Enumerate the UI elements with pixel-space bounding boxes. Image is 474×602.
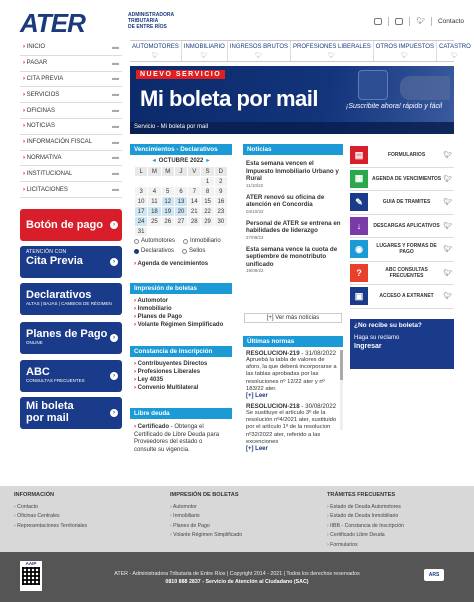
norma-text: Se sustituye el artículo 3º de la resolución nº4/2021 ater, sustituido por el artículo 1º de la resolucion nº32/2022 ater, referido a las excenciones [246, 410, 337, 445]
twitter-icon: 🐦︎ [151, 53, 160, 59]
calendar-day[interactable]: 28 [188, 217, 200, 226]
constancia-label: Ley 4035 [137, 377, 164, 383]
news-list [246, 160, 342, 279]
banner-cita-previa[interactable] [20, 246, 122, 278]
norma-heading [246, 350, 338, 357]
quick-link-item[interactable] [350, 262, 454, 286]
next-month-arrow[interactable]: ▸ [206, 158, 210, 164]
norma-title: RESOLUCION-219 [246, 350, 300, 357]
norma-title: RESOLUCION-218 [246, 403, 300, 411]
phone-illustration [358, 70, 388, 100]
qr-label: AAIP [25, 561, 37, 566]
menu-item-servicios[interactable] [20, 87, 122, 103]
banner-boton-de-pago[interactable] [20, 209, 122, 241]
divider [409, 17, 410, 26]
normas-scrollbar[interactable] [340, 350, 343, 430]
norma-item [246, 350, 338, 399]
banner-title: Planes de Pago [26, 328, 108, 340]
calendar-day[interactable]: 11 [148, 197, 160, 206]
hero-cta: ¡Suscribite ahora! rápido y fácil [346, 103, 443, 110]
twitter-icon: 🐦︎ [443, 293, 452, 301]
option-label: Declarativos [141, 248, 175, 254]
nav-label: INMOBILIARIO [183, 44, 225, 50]
weekday-header: D [215, 167, 227, 176]
norma-date: - 30/08/2022 [299, 403, 337, 411]
twitter-icon: 🐦︎ [443, 269, 452, 277]
option-declarativos[interactable] [134, 246, 174, 256]
calendar-day[interactable]: 12 [162, 197, 174, 206]
calendar-day[interactable]: 21 [188, 207, 200, 216]
calendar-day[interactable]: 2 [215, 177, 227, 186]
constancia-link[interactable] [134, 376, 232, 384]
main-nav [130, 40, 471, 62]
twitter-icon: 🐦︎ [255, 53, 263, 59]
sac-phone: 0810 888 2837 - Servicio de Atención al Ciudadano (SAC) [165, 578, 309, 585]
menu-item-licitaciones[interactable] [20, 182, 122, 198]
calendar-empty-cell [188, 227, 200, 236]
arrow-right-icon: › [110, 221, 118, 229]
quick-link-label: FORMULARIOS [387, 152, 426, 159]
calendar-day[interactable]: 19 [162, 207, 174, 216]
nav-label: PROFESIONES LIBERALES [293, 44, 371, 50]
menu-item-pagar[interactable] [20, 56, 122, 72]
footer [0, 486, 474, 552]
folder-icon: ▬ [112, 186, 119, 194]
quick-link-item[interactable] [350, 168, 454, 192]
scrollbar-thumb[interactable] [340, 350, 343, 380]
ater-logo[interactable] [20, 10, 120, 36]
news-item[interactable] [246, 160, 342, 188]
norma-date: - 31/08/2022 [299, 350, 337, 357]
boleta-link[interactable] [134, 313, 232, 321]
footer-col-title: INFORMACIÓN [14, 492, 55, 498]
banner-subtitle: CONSULTAS FRECUENTES [26, 378, 85, 383]
banner-title: por mail [26, 412, 69, 424]
menu-item-cita-previa[interactable] [20, 72, 122, 88]
quick-link-item[interactable] [350, 215, 454, 239]
footer-link[interactable]: › Estado de Deuda Inmobiliario [327, 513, 404, 522]
norma-heading [246, 403, 338, 410]
copyright [90, 571, 384, 586]
logo-wordmark: ATER [20, 8, 85, 38]
calendar-day[interactable]: 25 [148, 217, 160, 226]
news-date: 11/10/22 [246, 182, 264, 188]
boletas-list [134, 297, 232, 329]
nav-inmobiliario[interactable] [182, 41, 228, 61]
menu-label: › NORMATIVA [23, 155, 61, 161]
quick-link-label: AGENDA DE VENCIMIENTOS [371, 175, 442, 182]
option-label: Inmobiliario [190, 238, 221, 244]
option-inmobiliario[interactable] [183, 236, 221, 246]
calendar-empty-cell [162, 227, 174, 236]
constancia-label: Convenio Multilateral [137, 385, 199, 391]
quick-link-label: LUGARES Y FORMAS DE PAGO [376, 243, 437, 256]
nav-catastro[interactable] [437, 41, 473, 61]
radio-button[interactable] [182, 249, 187, 254]
mail-claim-question: ¿No recibe su boleta? [354, 322, 422, 329]
calendar-day[interactable]: 26 [162, 217, 174, 226]
logo-subtitle [128, 12, 188, 30]
arrow-right-icon: › [110, 409, 118, 417]
menu-label: › CITA PREVIA [23, 76, 63, 82]
calendar-day[interactable]: 10 [135, 197, 147, 206]
constancia-label: Contribuyentes Directos [137, 361, 208, 367]
calendar [130, 157, 232, 237]
calendar-month: OCTUBRE 2022 [158, 158, 204, 164]
boleta-label: Volante Régimen Simplificado [137, 322, 224, 328]
news-title: Esta semana vence la cuota de septiembre de monotributo unificado [246, 245, 338, 268]
calendar-day[interactable]: 23 [215, 207, 227, 216]
footer-col-boletas [170, 492, 242, 542]
logo-subtitle-line: TRIBUTARIA [128, 18, 159, 24]
calendar-day[interactable]: 6 [175, 187, 187, 196]
weekday-header: M [162, 167, 174, 176]
weekday-header: M [148, 167, 160, 176]
folder-icon: ▬ [112, 170, 119, 178]
calendar-day[interactable]: 1 [201, 177, 213, 186]
calendar-day[interactable]: 13 [175, 197, 187, 206]
calendar-header: Vencimientos - Declarativos [130, 144, 232, 155]
calendar-empty-cell [162, 177, 174, 186]
menu-label: › OFICINAS [23, 108, 55, 114]
ars-badge[interactable]: ARS [424, 569, 444, 581]
youtube-icon[interactable] [374, 18, 382, 25]
banner-planes-de-pago[interactable] [20, 322, 122, 354]
calendar-empty-cell [148, 227, 160, 236]
calendar-grid [134, 166, 228, 237]
quick-link-label: DESCARGAS APLICATIVOS [373, 222, 440, 229]
quick-link-item[interactable] [350, 191, 454, 215]
weekday-header: V [188, 167, 200, 176]
constancia-label: Profesiones Liberales [137, 369, 201, 375]
option-label: Sellos [189, 248, 206, 254]
footer-col-title: IMPRESIÓN DE BOLETAS [170, 492, 239, 498]
arrow-right-icon: › [110, 372, 118, 380]
normas-list [246, 350, 338, 452]
nav-label: OTROS IMPUESTOS [375, 44, 434, 50]
calendar-day[interactable]: 4 [148, 187, 160, 196]
mail-claim-box[interactable] [350, 319, 454, 369]
calendar-day[interactable]: 18 [148, 207, 160, 216]
norma-read-link[interactable]: [+] Leer [246, 393, 268, 400]
twitter-icon: 🐦︎ [443, 199, 452, 207]
twitter-icon: 🐦︎ [443, 152, 452, 160]
footer-col-informacion [14, 492, 87, 532]
quick-link-item[interactable] [350, 238, 454, 262]
calendar-day[interactable]: 15 [201, 197, 213, 206]
news-date: 27/09/22 [246, 234, 264, 240]
calendar-day[interactable]: 3 [135, 187, 147, 196]
top-social-bar [374, 16, 464, 26]
folder-icon: ▬ [112, 43, 119, 51]
calendar-day[interactable]: 31 [135, 227, 147, 236]
folder-icon: ▬ [112, 75, 119, 83]
boleta-link[interactable] [134, 297, 232, 305]
calendar-day[interactable]: 29 [201, 217, 213, 226]
banner-declarativos[interactable] [20, 283, 122, 315]
news-date: 04/10/22 [246, 208, 264, 214]
radio-button[interactable] [134, 239, 139, 244]
calendar-empty-cell [215, 227, 227, 236]
menu-label: › PAGAR [23, 60, 47, 66]
footer-link[interactable]: › IIBB - Constancia de Inscripción [327, 523, 404, 532]
aaip-qr-badge[interactable] [20, 561, 42, 591]
news-item[interactable] [246, 220, 342, 240]
logo-subtitle-line: DE ENTRE RÍOS [128, 24, 167, 30]
constancia-link[interactable] [134, 384, 232, 392]
divider [431, 17, 432, 26]
normas-header: Últimas normas [243, 336, 343, 347]
calendar-empty-cell [188, 177, 200, 186]
calendar-empty-cell [175, 227, 187, 236]
more-news-button[interactable]: [+] Ver más noticias [244, 313, 342, 323]
news-title: Esta semana vencen el Impuesto Inmobiliario Urbano y Rural [246, 160, 339, 182]
menu-label: › INFORMACIÓN FISCAL [23, 139, 92, 145]
copyright-text: ATER - Administradora Tributaria de Entre Ríos | Copyright 2014 - 2021 | Todos los derechos reservados [114, 571, 360, 577]
boleta-link[interactable] [134, 321, 232, 329]
quick-links [350, 144, 454, 309]
mail-claim-enter-button[interactable]: Ingresar [354, 343, 382, 350]
calendar-day[interactable]: 24 [135, 217, 147, 226]
footer-link[interactable]: › Formularios [327, 542, 404, 551]
document-icon: ▤ [350, 146, 368, 164]
twitter-icon: 🐦︎ [328, 53, 336, 59]
folder-icon: ▬ [112, 154, 119, 162]
quick-link-item[interactable] [350, 144, 454, 168]
news-item[interactable] [246, 246, 342, 274]
radio-button-checked[interactable] [134, 249, 139, 254]
footer-col-tramites [327, 492, 404, 551]
lock-icon: ▣ [350, 287, 368, 305]
hero-title: Mi boleta por mail [140, 86, 319, 111]
calendar-day[interactable]: 22 [201, 207, 213, 216]
footer-col-title: TRÁMITES FRECUENTES [327, 492, 396, 498]
location-icon: ◉ [350, 240, 368, 258]
banner-abc[interactable] [20, 360, 122, 392]
news-date: 19/09/22 [246, 268, 264, 273]
menu-item-inicio[interactable] [20, 40, 122, 56]
calendar-day[interactable]: 16 [215, 197, 227, 206]
agenda-link-label: Agenda de vencimientos [137, 261, 209, 267]
libre-deuda-label: › Certificado [134, 424, 169, 430]
hero-tag: NUEVO SERVICIO [136, 70, 225, 79]
footer-link[interactable]: › Automotor [170, 504, 242, 513]
banner-subtitle: ALTAS | BAJAS | CAMBIOS DE RÉGIMEN [26, 301, 112, 306]
calendar-empty-cell [148, 177, 160, 186]
boletas-header: Impresión de boletas [130, 283, 232, 294]
folder-icon: ▬ [112, 59, 119, 67]
noticias-header: Noticias [243, 144, 343, 155]
constancia-list [134, 360, 232, 392]
nav-label: INGRESOS BRUTOS [229, 44, 289, 50]
download-icon: ↓ [350, 217, 368, 235]
calendar-icon: ▦ [350, 170, 368, 188]
menu-label: › NOTICIAS [23, 123, 55, 129]
calendar-month-bar [130, 157, 232, 166]
menu-label: › INSTITUCIONAL [23, 171, 72, 177]
calendar-day[interactable]: 20 [175, 207, 187, 216]
weekday-header: L [135, 167, 147, 176]
agenda-link[interactable] [134, 260, 208, 268]
menu-item-noticias[interactable] [20, 119, 122, 135]
norma-item [246, 403, 338, 452]
hand-illustration [400, 76, 450, 100]
quick-link-label: GUIA DE TRAMITES [382, 199, 431, 206]
nav-ingresos-brutos[interactable] [228, 41, 291, 61]
calendar-day[interactable]: 5 [162, 187, 174, 196]
banner-title: Cita Previa [26, 255, 83, 267]
menu-item-normativa[interactable] [20, 151, 122, 167]
footer-link[interactable]: › Volante Régimen Simplificado [170, 532, 242, 541]
nav-profesiones-liberales[interactable] [291, 41, 374, 61]
folder-icon: ▬ [112, 107, 119, 115]
calendar-day[interactable]: 14 [188, 197, 200, 206]
option-sellos[interactable] [182, 246, 205, 256]
news-title: ATER renovó su oficina de atención en Concordia [246, 193, 325, 208]
contact-link[interactable]: Contacto [437, 17, 464, 25]
boleta-link[interactable] [134, 305, 232, 313]
nav-label: AUTOMOTORES [132, 44, 179, 50]
nav-otros-impuestos[interactable] [374, 41, 437, 61]
quick-link-label: ABC CONSULTAS FRECUENTES [385, 266, 428, 279]
calendar-day[interactable]: 8 [201, 187, 213, 196]
footer-link[interactable]: › Oficinas Centrales [14, 513, 87, 522]
menu-label: › LICITACIONES [23, 187, 68, 193]
calendar-day[interactable]: 27 [175, 217, 187, 226]
footer-link[interactable]: › Planes de Pago [170, 523, 242, 532]
calendar-day[interactable]: 17 [135, 207, 147, 216]
banner-subtitle: ONLINE [26, 340, 43, 345]
question-icon: ? [350, 264, 368, 282]
calendar-day[interactable]: 7 [188, 187, 200, 196]
calendar-empty-cell [135, 177, 147, 186]
banner-title: ABC [26, 366, 50, 378]
option-automotores[interactable] [134, 236, 175, 246]
twitter-icon: 🐦︎ [443, 222, 452, 230]
norma-read-link[interactable]: [+] Leer [246, 446, 268, 453]
mail-claim-action: Haga su reclamo [354, 335, 400, 341]
libre-deuda-text[interactable] [134, 424, 224, 454]
banner-kicker: ATENCIÓN CON [26, 249, 67, 255]
menu-label: › SERVICIOS [23, 92, 59, 98]
banner-title: Mi boleta [26, 400, 74, 412]
calendar-empty-cell [201, 227, 213, 236]
calendar-day[interactable]: 30 [215, 217, 227, 226]
banner-mi-boleta-por-mail[interactable] [20, 397, 122, 429]
folder-icon: ▬ [112, 138, 119, 146]
arrow-right-icon: › [110, 334, 118, 342]
guide-icon: ✎ [350, 193, 368, 211]
constancia-link[interactable] [134, 360, 232, 368]
prev-month-arrow[interactable]: ◂ [152, 158, 156, 164]
menu-item-institucional[interactable] [20, 166, 122, 182]
news-item[interactable] [246, 194, 342, 214]
menu-item-oficinas[interactable] [20, 103, 122, 119]
instagram-icon[interactable] [395, 18, 403, 25]
calendar-filter-options [134, 236, 232, 256]
libre-deuda-description: - Obtenga el Certificado de Libre Deuda para Proveedores del estado o consulte su vigencia. [134, 424, 220, 453]
quick-link-label: ACCESO A EXTRANET [379, 293, 434, 300]
folder-icon: ▬ [112, 91, 119, 99]
twitter-icon: 🐦︎ [443, 246, 452, 254]
divider [388, 17, 389, 26]
hero-caption[interactable]: Servicio - Mi boleta por mail [130, 122, 454, 134]
footer-link[interactable]: › Certificado Libre Deuda [327, 532, 404, 541]
qr-code-icon [22, 567, 40, 585]
menu-item-informacion-fiscal[interactable] [20, 135, 122, 151]
news-title: Personal de ATER se entrena en habilidades de liderazgo [246, 219, 341, 234]
calendar-empty-cell [175, 177, 187, 186]
nav-label: CATASTRO [438, 44, 471, 50]
twitter-icon[interactable]: 🐦︎ [416, 18, 425, 25]
weekday-header: S [201, 167, 213, 176]
footer-link[interactable]: › Representaciones Territoriales [14, 523, 87, 532]
logo-subtitle-line: ADMINISTRADORA [128, 12, 175, 18]
constancia-header: Constancia de inscripción [130, 346, 232, 357]
left-menu [20, 40, 122, 198]
arrow-right-icon: › [110, 258, 118, 266]
twitter-icon: 🐦︎ [401, 53, 409, 59]
option-label: Automotores [141, 238, 176, 244]
twitter-icon: 🐦︎ [443, 175, 452, 183]
calendar-day[interactable]: 9 [215, 187, 227, 196]
footer-link[interactable]: › Inmobiliario [170, 513, 242, 522]
footer-link[interactable]: › Contacto [14, 504, 87, 513]
nav-automotores[interactable] [130, 41, 182, 61]
twitter-icon: 🐦︎ [200, 53, 209, 59]
radio-button[interactable] [183, 239, 188, 244]
boleta-label: Planes de Pago [137, 314, 183, 320]
banner-title: Declarativos [26, 289, 92, 301]
constancia-link[interactable] [134, 368, 232, 376]
twitter-icon: 🐦︎ [451, 53, 459, 59]
boleta-label: Automotor [137, 298, 169, 304]
footer-link[interactable]: › Estado de Deuda Automotores [327, 504, 404, 513]
menu-label: › INICIO [23, 44, 45, 50]
banner-title: Botón de pago [26, 219, 103, 231]
libre-deuda-header: Libre deuda [130, 408, 232, 419]
norma-text: Apruebá la tabla de valores de aforo, la que deberá incorporarse a las tablas aprobadas por las resoluciones nº 12/22 ater y nº 183/22 ater. [246, 357, 337, 392]
folder-icon: ▬ [112, 122, 119, 130]
boleta-label: Inmobiliario [137, 306, 172, 312]
weekday-header: J [175, 167, 187, 176]
quick-link-item[interactable] [350, 285, 454, 309]
